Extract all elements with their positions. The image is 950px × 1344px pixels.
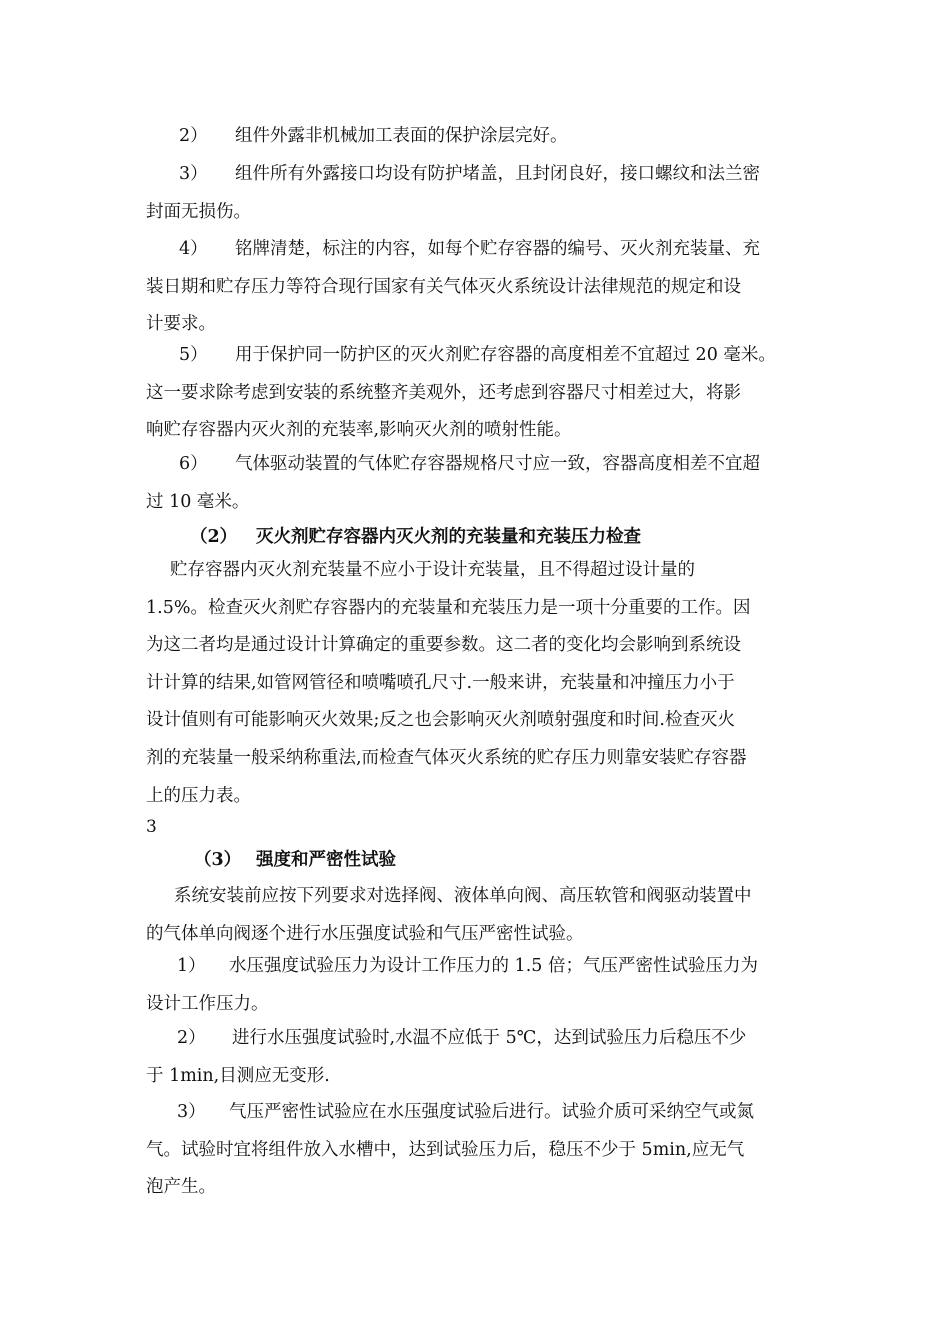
list-item: 1） 水压强度试验压力为设计工作压力的 1.5 倍；气压严密性试验压力为 设计工作压力。 [146,956,758,1014]
page-number: 3 [146,817,157,837]
section-heading: （2） 灭火剂贮存容器内灭火剂的充装量和充装压力检查 [190,527,641,547]
list-item: 4） 铭牌清楚，标注的内容，如每个贮存容器的编号、灭火剂充装量、充 装日期和贮存压力等符合现行国家有关气体灭火系统设计法律规范的规定和设 计要求。 [146,239,760,335]
section-heading: （3） 强度和严密性试验 [194,850,396,870]
list-item: 5） 用于保护同一防护区的灭火剂贮存容器的高度相差不宜超过 20 毫米。 这一要求除考虑到安装的系统整齐美观外，还考虑到容器尺寸相差过大，将影 响贮存容器内灭火剂的充装率,影响灭火剂的喷射性能。 [146,345,776,441]
list-item: 3） 组件所有外露接口均设有防护堵盖，且封闭良好，接口螺纹和法兰密 封面无损伤。 [146,164,760,222]
list-item: 3） 气压严密性试验应在水压强度试验后进行。试验介质可采纳空气或氮 气。试验时宜将组件放入水槽中，达到试验压力后，稳压不少于 5min,应无气 泡产生。 [146,1102,754,1198]
list-item: 2） 组件外露非机械加工表面的保护涂层完好。 [179,126,568,146]
list-item: 2） 进行水压强度试验时,水温不应低于 5℃，达到试验压力后稳压不少 于 1min,目测应无变形. [146,1028,747,1086]
body-paragraph: 贮存容器内灭火剂充装量不应小于设计充装量，且不得超过设计量的 1.5%。检查灭火剂贮存容器内的充装量和充装压力是一项十分重要的工作。因 为这二者均是通过设计计算确定的重要参数。这二者的变化均会影响到系统设 计计算的结果,如管网管径和喷嘴喷孔尺寸.一般来讲，充装量和冲撞压力小于 设计值则有可能影响灭火效果;反之也会影响灭火剂喷射强度和时间.检查灭火 剂的充装量一般采纳称重法,而检查气体灭火系统的贮存压力则靠安装贮存容器 上的压力表。 [146,560,751,806]
body-paragraph: 系统安装前应按下列要求对选择阀、液体单向阀、高压软管和阀驱动装置中 的气体单向阀逐个进行水压强度试验和气压严密性试验。 [146,886,752,944]
list-item: 6） 气体驱动装置的气体贮存容器规格尺寸应一致，容器高度相差不宜超 过 10 毫米。 [146,454,760,512]
